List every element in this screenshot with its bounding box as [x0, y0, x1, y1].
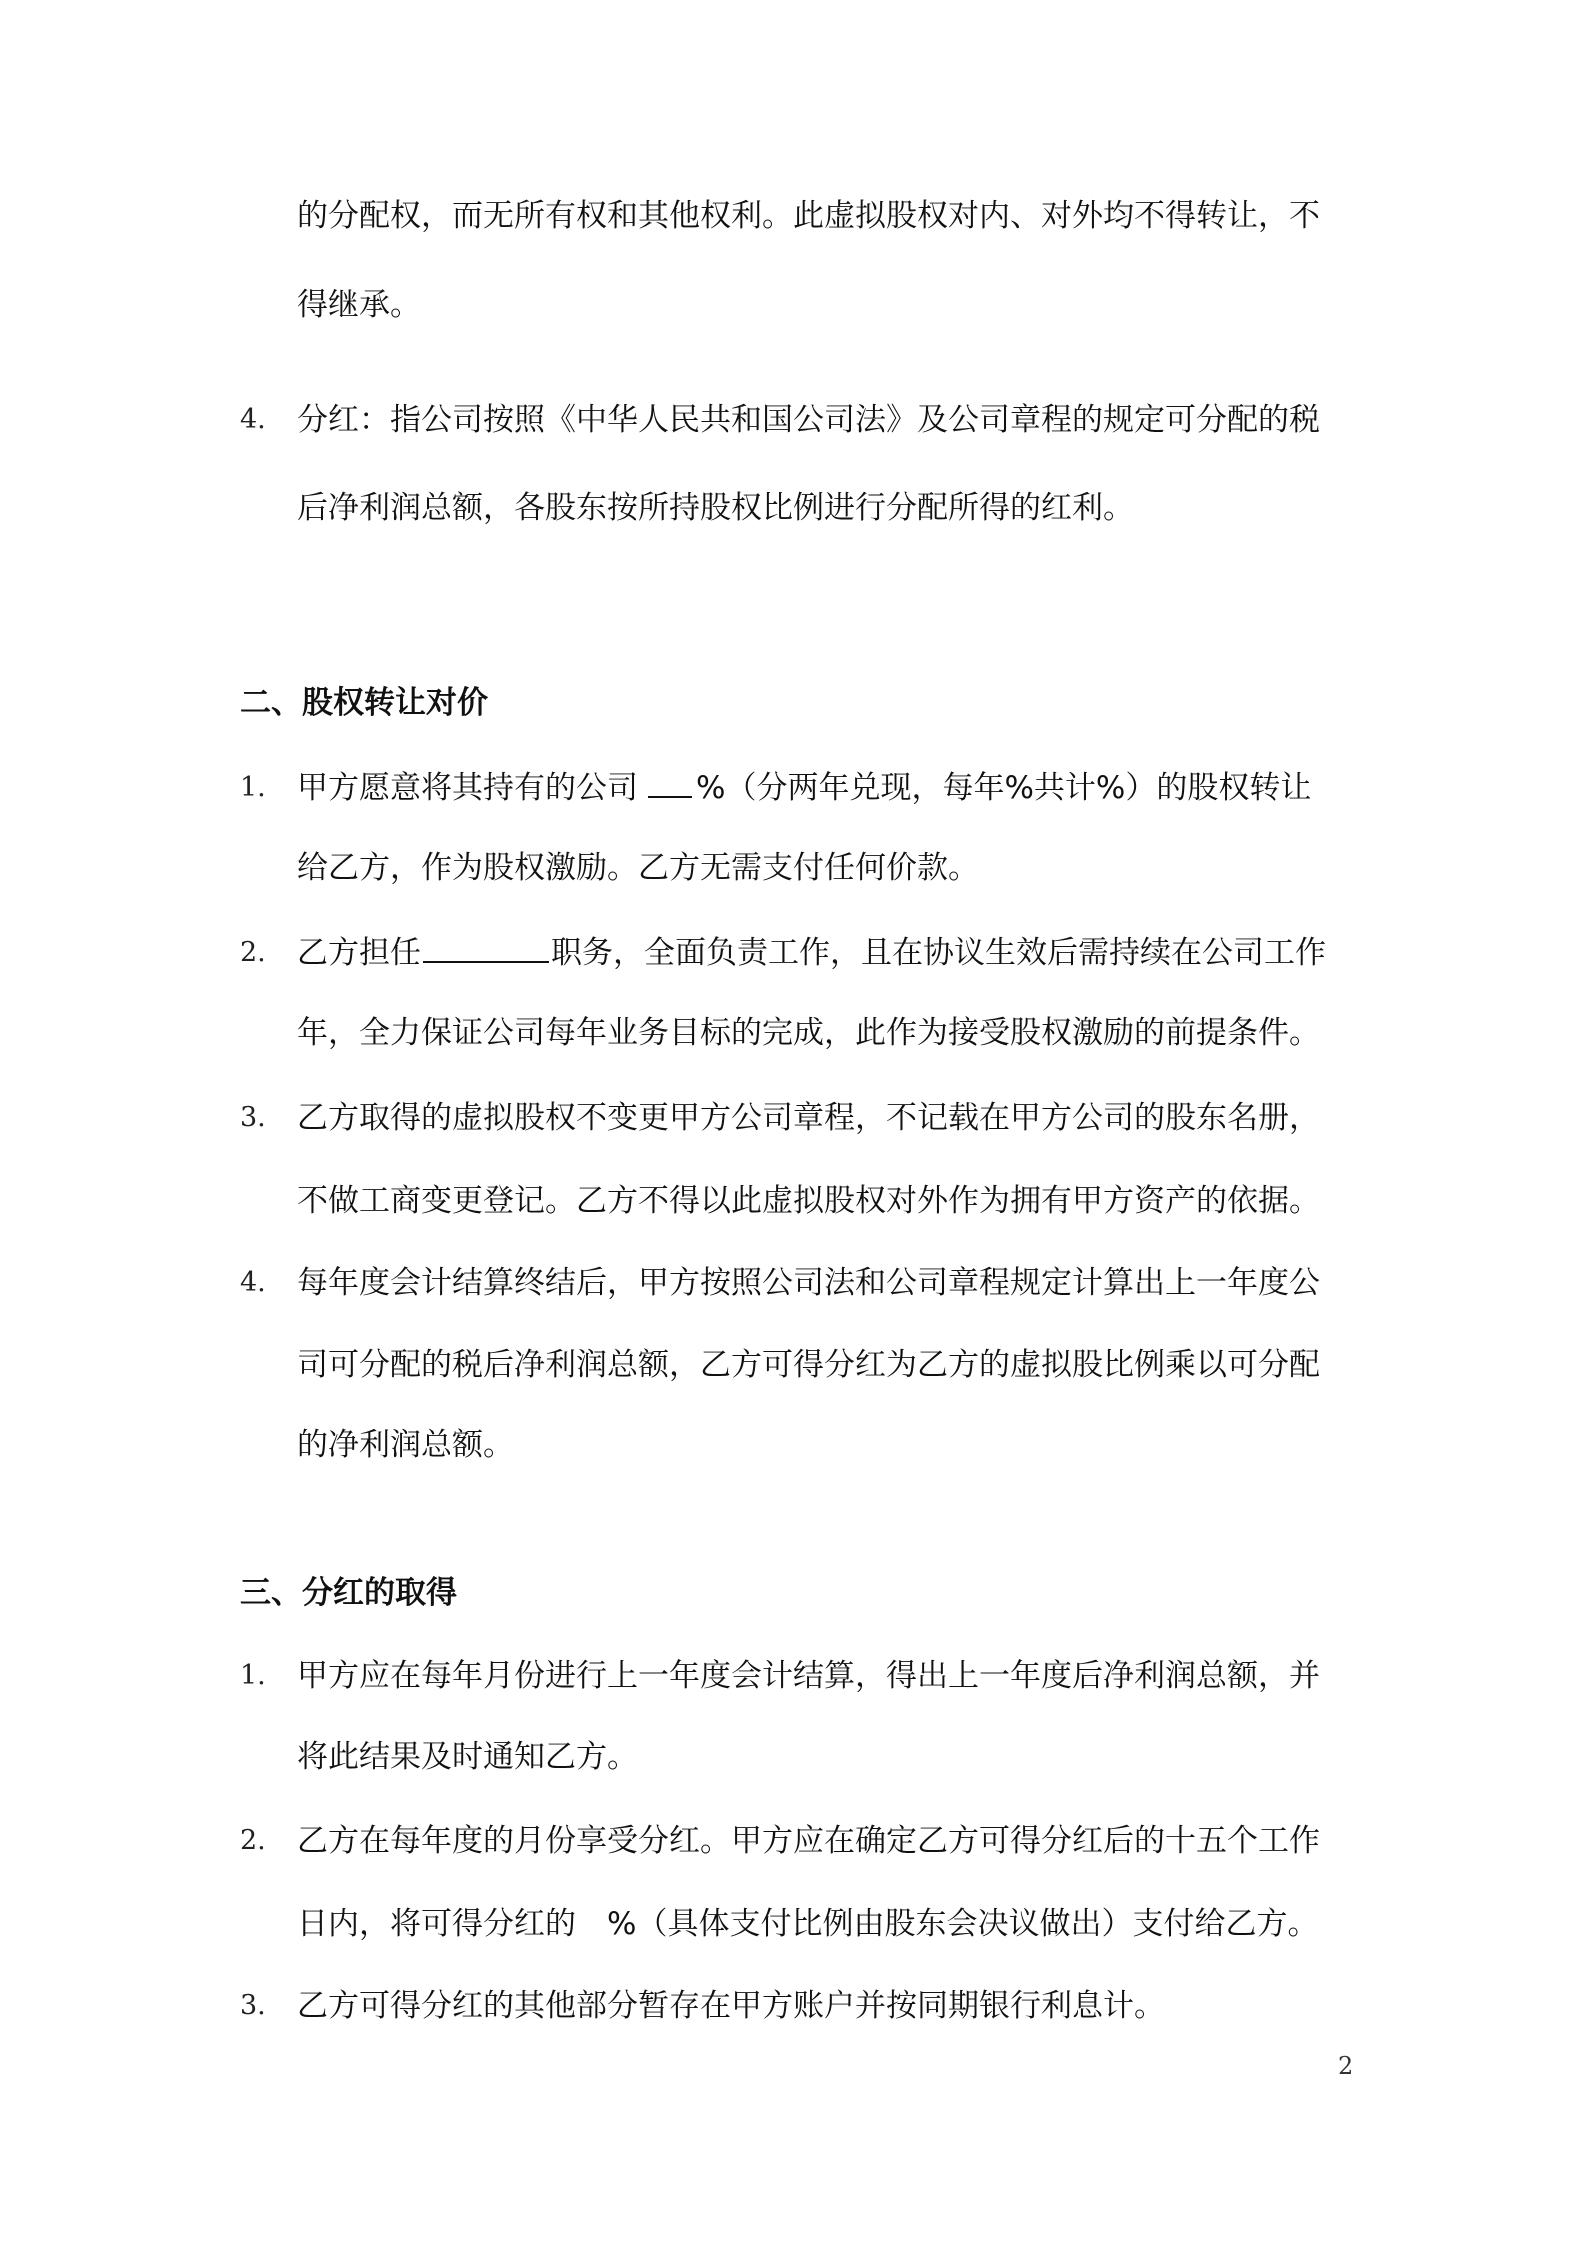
paragraph-line: 乙方取得的虚拟股权不变更甲方公司章程，不记载在甲方公司的股东名册，: [297, 1100, 1320, 1136]
text-segment: 甲方愿意将其持有的公司: [297, 770, 638, 806]
section-heading: 二、股权转让对价: [240, 685, 488, 721]
paragraph-line: 的分配权，而无所有权和其他权利。此虚拟股权对内、对外均不得转让，不: [297, 198, 1320, 234]
paragraph-line: 分红：指公司按照《中华人民共和国公司法》及公司章程的规定可分配的税: [297, 402, 1320, 438]
paragraph-line: 年，全力保证公司每年业务目标的完成，此作为接受股权激励的前提条件。: [297, 1015, 1320, 1051]
paragraph-line: 乙方可得分红的其他部分暂存在甲方账户并按同期银行利息计。: [297, 1988, 1165, 2024]
list-number: 3.: [240, 1102, 266, 1133]
paragraph-line: [297, 933, 1326, 973]
list-number: 4.: [240, 404, 266, 435]
paragraph-line: [297, 768, 1311, 808]
list-number: 3.: [240, 1990, 266, 2021]
fill-blank: [423, 933, 549, 963]
paragraph-line: 日内，将可得分红的 %（具体支付比例由股东会决议做出）支付给乙方。: [297, 1906, 1319, 1942]
page-number: 2: [1338, 2052, 1354, 2080]
paragraph-line: 的净利润总额。: [297, 1427, 514, 1463]
fill-blank: [648, 768, 692, 798]
section-heading: 三、分红的取得: [240, 1575, 457, 1611]
text-segment: %（分两年兑现，每年%共计%）的股权转让: [696, 770, 1312, 806]
list-number: 1.: [240, 1660, 266, 1691]
paragraph-line: 得继承。: [297, 287, 421, 323]
paragraph-line: 不做工商变更登记。乙方不得以此虚拟股权对外作为拥有甲方资产的依据。: [297, 1183, 1320, 1219]
paragraph-line: 给乙方，作为股权激励。乙方无需支付任何价款。: [297, 850, 979, 886]
list-number: 4.: [240, 1267, 266, 1298]
paragraph-line: 后净利润总额，各股东按所持股权比例进行分配所得的红利。: [297, 490, 1134, 526]
paragraph-line: 将此结果及时通知乙方。: [297, 1739, 638, 1775]
paragraph-line: 乙方在每年度的月份享受分红。甲方应在确定乙方可得分红后的十五个工作: [297, 1823, 1320, 1859]
paragraph-line: 每年度会计结算终结后，甲方按照公司法和公司章程规定计算出上一年度公: [297, 1265, 1320, 1301]
list-number: 2.: [240, 1825, 266, 1856]
paragraph-line: 司可分配的税后净利润总额，乙方可得分红为乙方的虚拟股比例乘以可分配: [297, 1347, 1320, 1383]
text-segment: 乙方担任: [297, 935, 421, 971]
list-number: 1.: [240, 772, 266, 803]
text-segment: 职务，全面负责工作，且在协议生效后需持续在公司工作: [551, 935, 1326, 971]
list-number: 2.: [240, 937, 266, 968]
paragraph-line: 甲方应在每年月份进行上一年度会计结算，得出上一年度后净利润总额，并: [297, 1658, 1320, 1694]
